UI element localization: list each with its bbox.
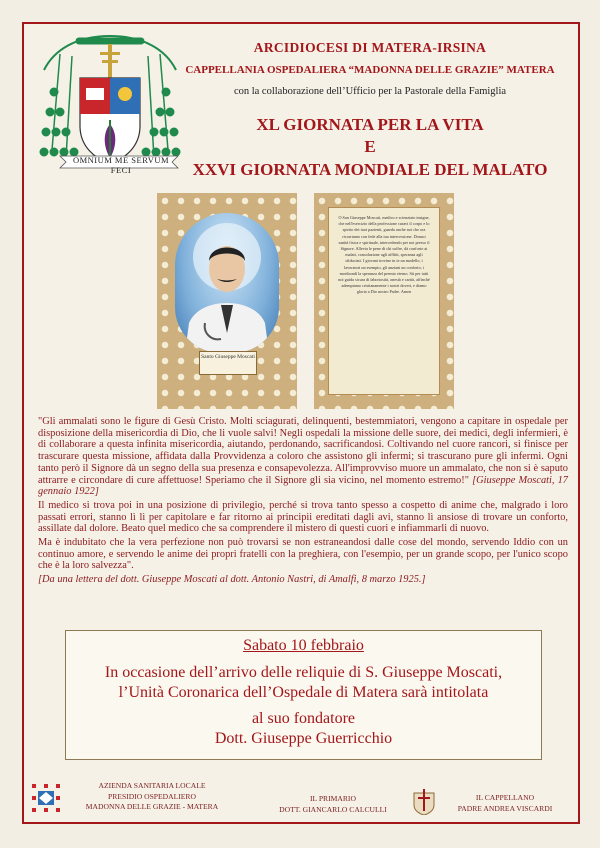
quote-paragraph-3: Ma è indubitato che la vera perfezione non può trovarsi se non estraneandosi dalle cose del mondo, servendo Iddio con un continuo amore, e servendo le anime dei propri fratelli con la preghiera, con l'esempio, per un grande scopo, per l'unico scopo che è la loro salvezza". — [38, 537, 568, 572]
asl-line-1: AZIENDA SANITARIA LOCALE — [98, 781, 206, 790]
event-title-connector: E — [364, 137, 376, 156]
chaplaincy-title: CAPPELLANIA OSPEDALIERA “MADONNA DELLE GRAZIE” MATERA — [185, 64, 555, 76]
cappellano-credit — [440, 793, 570, 814]
cappellano-line-1: IL CAPPELLANO — [475, 793, 535, 802]
announcement-line-2: l’Unità Coronarica dell’Ospedale di Matera sarà intitolata — [118, 684, 489, 701]
honoree-name: Dott. Giuseppe Guerricchio — [214, 730, 393, 747]
cappellano-line-2: PADRE ANDREA VISCARDI — [457, 803, 553, 813]
holy-card-portrait — [157, 193, 297, 409]
motto-text: OMNIUM ME SERVUM FECI — [72, 155, 170, 175]
primario-line-2: DOTT. GIANCARLO CALCULLI — [279, 804, 387, 814]
asl-line-2: PRESIDIO OSPEDALIERO — [108, 791, 196, 801]
saint-nameplate: Santo Giuseppe Moscati — [199, 351, 257, 375]
event-title-1: XL GIORNATA PER LA VITA — [256, 115, 484, 134]
quote-citation-1: [Giuseppe Moscati, 17 gennaio 1922] — [38, 474, 568, 498]
quote-paragraph-1: "Gli ammalati sono le figure di Gesù Cristo. Molti sciagurati, delinquenti, bestemmiatori, vengono a capitare in ospedale per disposizione della misericordia di Dio, che li vuole salvi! Negli ospedali la missione delle suore, dei medici, degli infermieri, è di collaborare a questa infinita misericordia, aiutando, perdonando, sacrificandosi. Coltivando nel cuore rancori, si finisce per trascurare questa missione, affidata dalla Provvidenza a coloro che assistono gli infermi; si trascurano pure gli infermi. Ogni tanto però il Signore dà un segno della sua presenza e consapevolezza. All'improvviso muore un ammalato, che non si è saputo attrarre e circondare di cure affettuose! Speriamo che il Signore gli sia vicino, nel momento estremo!" — [38, 416, 568, 486]
quote-paragraph-2: Il medico si trova poi in una posizione di privilegio, perché si trova tanto spesso a cospetto di anime che, malgrado i loro passati errori, stanno lì lì per capitolare e far ritorno ai principii ereditati dagli avi, stanno lì ansiose di trovare un conforto, assillate dal dolore. Beato quel medico che sa comprendere il mistero di questi cuori e infiammarli di nuovo. — [38, 499, 568, 535]
archdiocese-title: ARCIDIOCESI DI MATERA-IRSINA — [253, 40, 487, 55]
primario-credit — [258, 794, 408, 815]
asl-credit — [62, 781, 242, 813]
prayer-text: O San Giuseppe Moscati, medico e scienziato insigne, che nell'esercizio della professione curavi il corpo e lo spirito dei tuoi pazienti, guarda anche noi che ora ricorriamo con fede alla tua intercessione. Donaci sanità fisica e spirituale, intercedendo per noi presso il Signore. Allevia le pene di chi soffre, dà conforto ai malati, consolazione agli afflitti, speranza agli sfiduciati. I giovani trovino in te un modello, i lavoratori un esempio, gli anziani un conforto, i moribondi la speranza del premio eterno. Sii per tutti noi guida sicura di laboriosità, onestà e carità, affinché adempiamo cristianamente i nostri doveri, e diamo gloria a Dio nostro Padre. Amen — [338, 215, 430, 295]
holy-card-prayer — [314, 193, 454, 409]
primario-line-1: IL PRIMARIO — [310, 794, 356, 803]
saint-portrait — [175, 213, 279, 353]
event-title-2: XXVI GIORNATA MONDIALE DEL MALATO — [192, 160, 548, 179]
quote-citation-2: [Da una lettera del dott. Giuseppe Moscati al dott. Antonio Nastri, di Amalfi, 8 marzo 1925.] — [38, 574, 426, 586]
announcement-line-1: In occasione dell’arrivo delle reliquie di S. Giuseppe Moscati, — [104, 664, 503, 681]
asl-logo-icon — [30, 782, 62, 814]
event-date: Sabato 10 febbraio — [243, 637, 364, 654]
chaplaincy-cross-icon — [412, 787, 436, 815]
moscati-quotation — [38, 416, 568, 588]
asl-line-3: MADONNA DELLE GRAZIE - MATERA — [85, 802, 219, 811]
announcement-box — [65, 630, 542, 760]
announcement-line-3: al suo fondatore — [251, 710, 356, 727]
collaboration-line: con la collaborazione dell’Ufficio per la Pastorale della Famiglia — [233, 86, 507, 97]
